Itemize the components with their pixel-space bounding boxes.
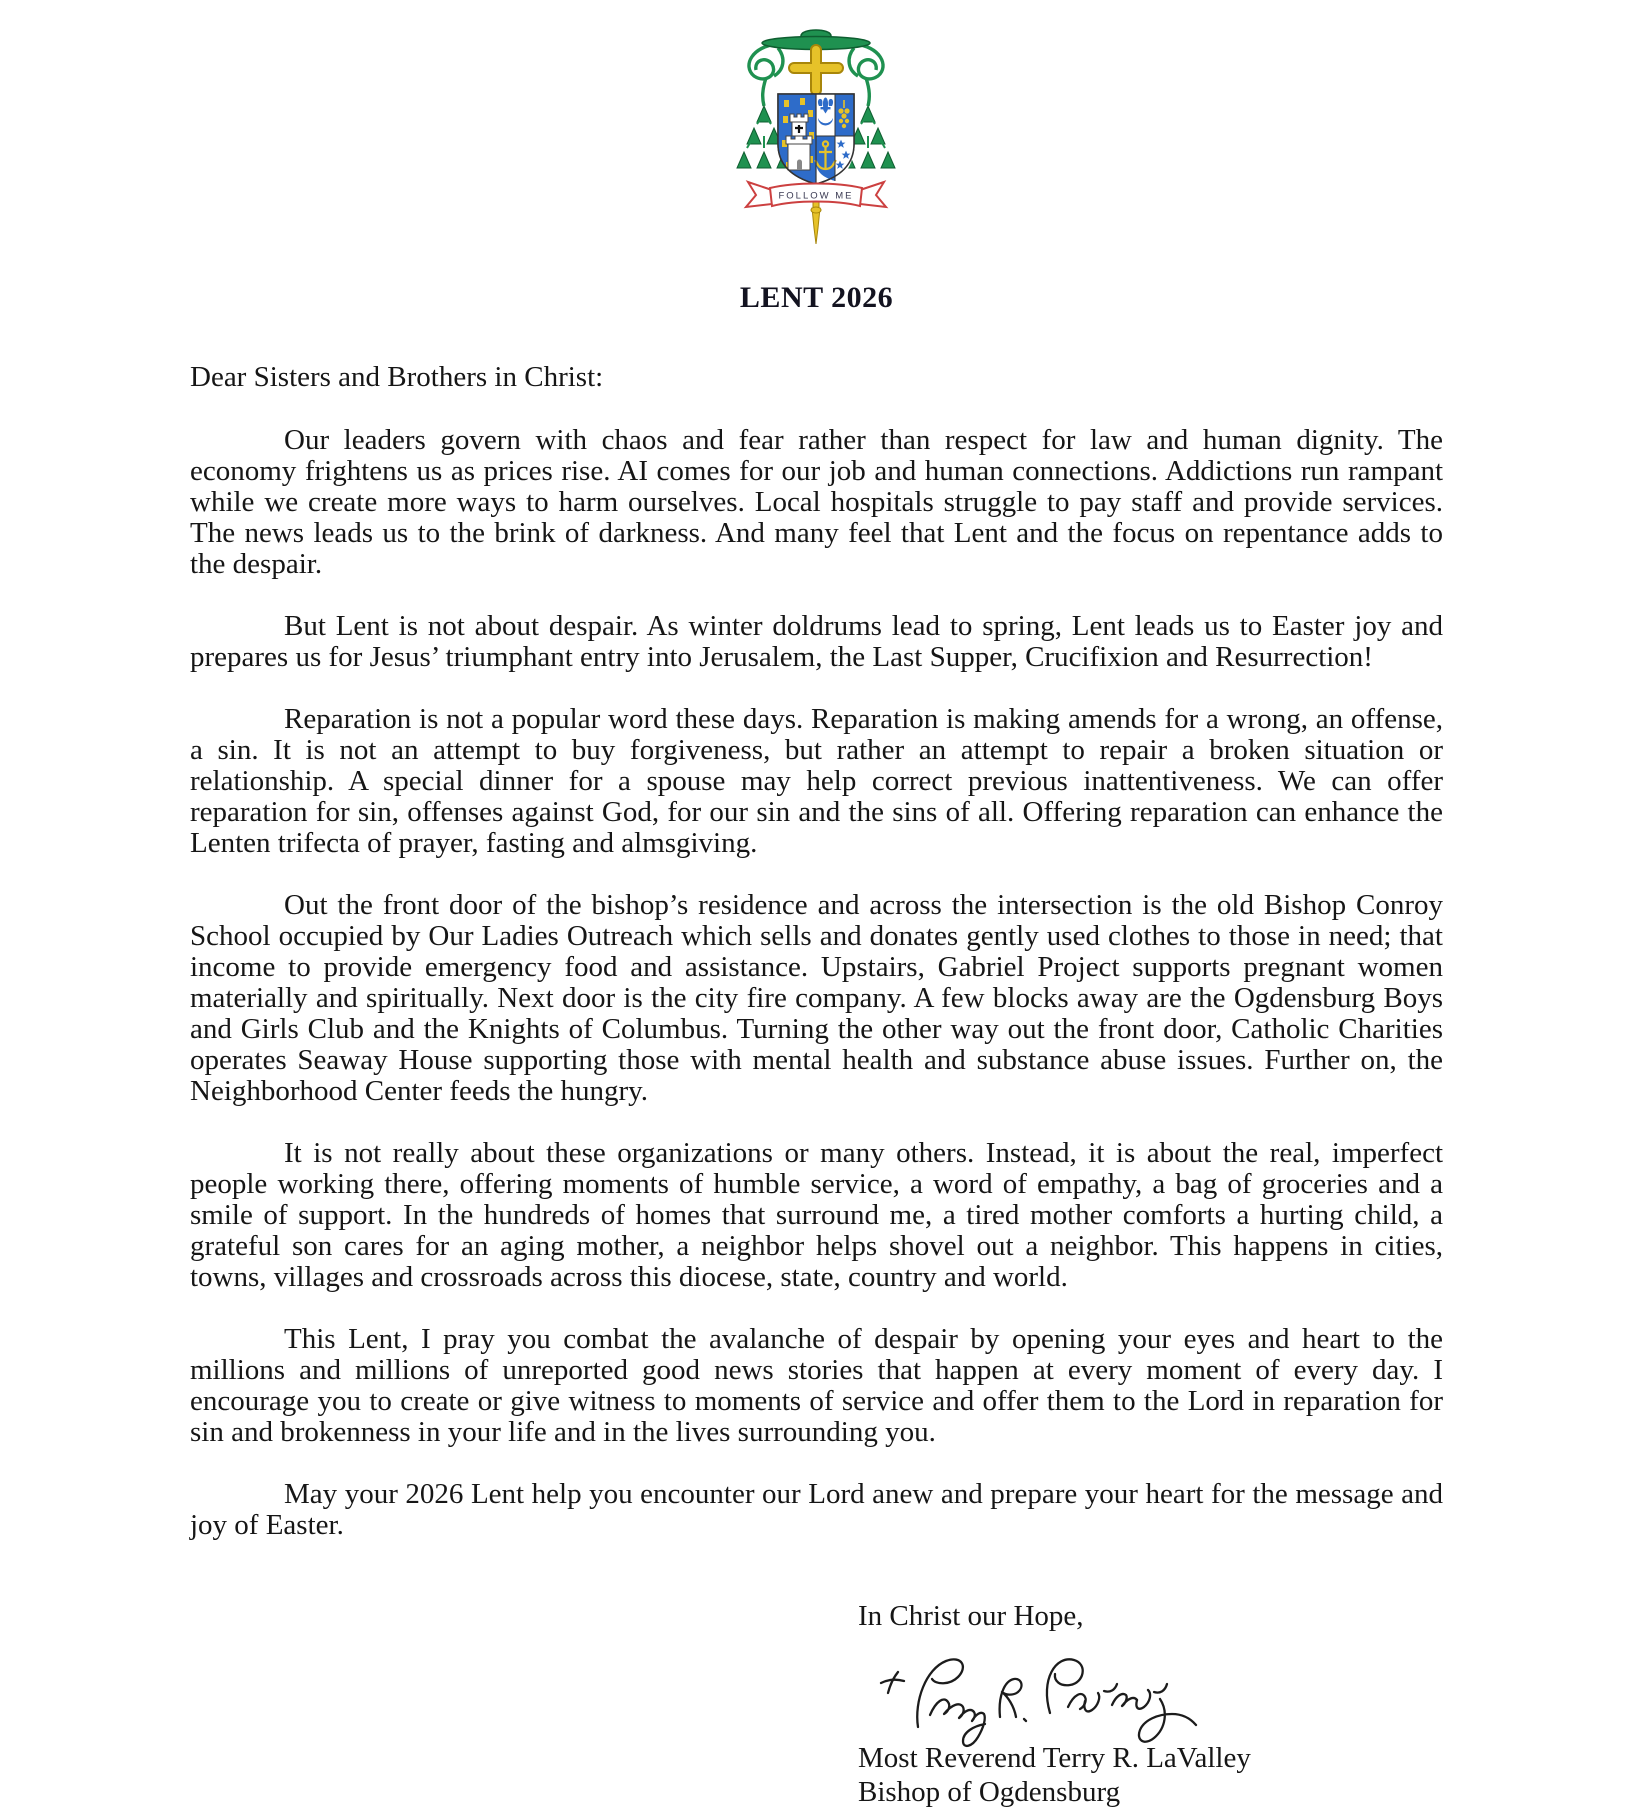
- paragraph: Our leaders govern with chaos and fear rather than respect for law and human dignity. The economy frightens us as prices rise. AI comes for our job and human connections. Addictions run rampant while we create more ways to harm ourselves. Local hospitals struggle to pay staff and provide services. The news leads us to the brink of darkness. And many feel that Lent and the focus on repentance adds to the despair.: [190, 424, 1443, 580]
- valediction: In Christ our Hope,: [858, 1600, 1084, 1632]
- paragraph: This Lent, I pray you combat the avalanche of despair by opening your eyes and heart to the millions and millions of unreported good news stories that happen at every moment of every day. I encourage you to create or give witness to moments of service and offer them to the Lord in reparation for sin and brokenness in your life and in the lives surrounding you.: [190, 1323, 1443, 1448]
- cross-icon: [794, 50, 838, 90]
- coat-of-arms: [188, 14, 1443, 251]
- salutation: Dear Sisters and Brothers in Christ:: [190, 361, 604, 393]
- motto-text: FOLLOW ME: [777, 190, 854, 202]
- paragraph: May your 2026 Lent help you encounter our Lord anew and prepare your heart for the message and joy of Easter.: [190, 1478, 1443, 1541]
- coat-of-arms-graphic: [726, 14, 906, 246]
- signature-script: [868, 1639, 1208, 1751]
- paragraph: Out the front door of the bishop’s residence and across the intersection is the old Bishop Conroy School occupied by Our Ladies Outreach which sells and donates gently used clothes to those in need; that income to provide emergency food and assistance. Upstairs, Gabriel Project supports pregnant women materially and spiritually. Next door is the city fire company. A few blocks away are the Ogdensburg Boys and Girls Club and the Knights of Columbus. Turning the other way out the front door, Catholic Charities operates Seaway House supporting those with mental health and substance abuse issues. Further on, the Neighborhood Center feeds the hungry.: [190, 889, 1443, 1107]
- letter-title: LENT 2026: [739, 281, 894, 314]
- signatory-role: Bishop of Ogdensburg: [858, 1776, 1121, 1808]
- tower-icon: [786, 114, 812, 170]
- signatory-name: Most Reverend Terry R. LaValley: [858, 1742, 1251, 1774]
- paragraph: Reparation is not a popular word these days. Reparation is making amends for a wrong, an offense, a sin. It is not an attempt to buy forgiveness, but rather an attempt to repair a broken situation or relationship. A special dinner for a spouse may help correct previous inattentiveness. We can offer reparation for sin, offenses against God, for our sin and the sins of all. Offering reparation can enhance the Lenten trifecta of prayer, fasting and almsgiving.: [190, 703, 1443, 859]
- shield: [778, 94, 854, 184]
- paragraph: It is not really about these organizations or many others. Instead, it is about the real, imperfect people working there, offering moments of humble service, a word of empathy, a bag of groceries and a smile of support. In the hundreds of homes that surround me, a tired mother comforts a hurting child, a grateful son cares for an aging mother, a neighbor helps shovel out a neighbor. This happens in cities, towns, villages and crossroads across this diocese, state, country and world.: [190, 1137, 1443, 1293]
- paragraph: But Lent is not about despair. As winter doldrums lead to spring, Lent leads us to Easter joy and prepares us for Jesus’ triumphant entry into Jerusalem, the Last Supper, Crucifixion and Resurrection!: [190, 610, 1443, 673]
- signature: [868, 1639, 1443, 1735]
- closing-block: [858, 1599, 1443, 1809]
